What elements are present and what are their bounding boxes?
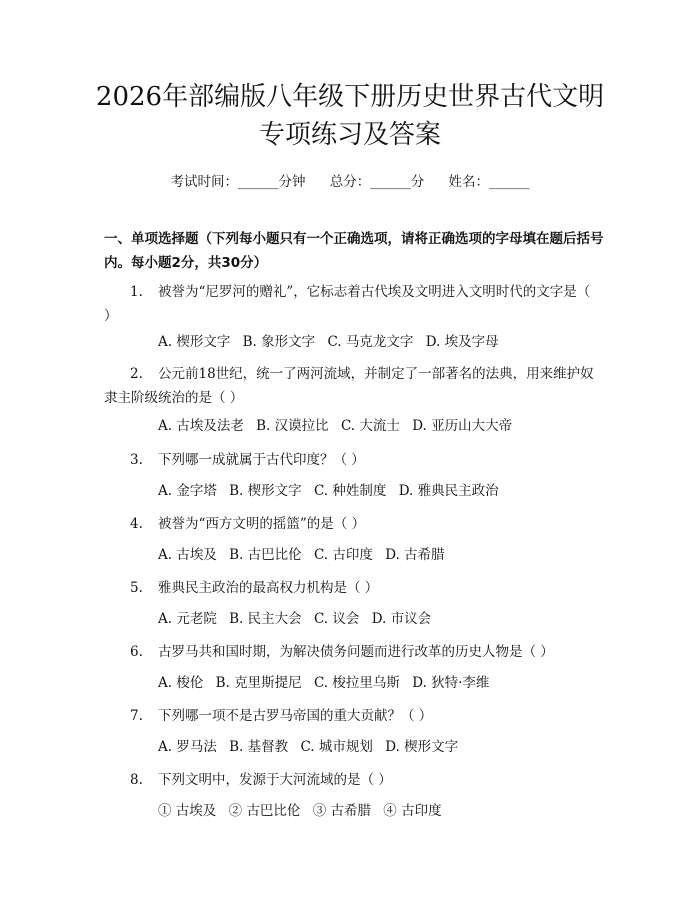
question-text: 公元前18世纪，统一了两河流域，并制定了一部著名的法典，用来维护奴隶主阶级统治的是（ ） bbox=[104, 366, 594, 406]
question-text: 下列哪一项不是古罗马帝国的重大贡献？（ ） bbox=[158, 708, 433, 724]
option: ① 古埃及 bbox=[158, 803, 217, 819]
question-number: 3. bbox=[130, 452, 143, 468]
option: D. 市议会 bbox=[371, 611, 432, 627]
option: B. 民主大会 bbox=[229, 611, 302, 627]
question-options bbox=[158, 545, 453, 565]
question-number: 8. bbox=[130, 772, 143, 788]
question-text: 古罗马共和国时期，为解决债务问题而进行改革的历史人物是（ ） bbox=[158, 644, 554, 660]
question-stem bbox=[104, 362, 600, 410]
option: C. 议会 bbox=[313, 611, 360, 627]
student-name-field: 姓名：______ bbox=[448, 174, 530, 190]
option: C. 大流士 bbox=[340, 418, 400, 434]
option: C. 城市规划 bbox=[300, 739, 373, 755]
question-options bbox=[158, 673, 497, 693]
question-options bbox=[158, 481, 507, 501]
option: B. 汉谟拉比 bbox=[256, 418, 329, 434]
question-stem bbox=[104, 704, 600, 728]
option: C. 古印度 bbox=[313, 547, 373, 563]
question-text: 被誉为“西方文明的摇篮”的是（ ） bbox=[158, 516, 366, 532]
option: A. 楔形文字 bbox=[158, 334, 231, 350]
option: A. 元老院 bbox=[158, 611, 217, 627]
question-stem bbox=[104, 280, 600, 328]
question-stem bbox=[104, 768, 600, 792]
question-stem bbox=[104, 576, 600, 600]
question-number: 1. bbox=[130, 284, 143, 300]
option: D. 楔形文字 bbox=[385, 739, 459, 755]
option: B. 基督教 bbox=[229, 739, 289, 755]
option: A. 古埃及法老 bbox=[158, 418, 244, 434]
question-text: 被誉为“尼罗河的赠礼”，它标志着古代埃及文明进入文明时代的文字是（ ） bbox=[104, 284, 591, 324]
question-options bbox=[158, 332, 507, 352]
question-number: 7. bbox=[130, 708, 143, 724]
question-number: 6. bbox=[130, 644, 143, 660]
option: B. 古巴比伦 bbox=[229, 547, 302, 563]
exam-info bbox=[0, 170, 700, 190]
option: A. 梭伦 bbox=[158, 675, 204, 691]
option: ② 古巴比伦 bbox=[228, 803, 301, 819]
option: B. 楔形文字 bbox=[229, 483, 302, 499]
question-options bbox=[158, 801, 450, 821]
question-stem bbox=[104, 512, 600, 536]
question-text: 下列哪一成就属于古代印度？（ ） bbox=[158, 452, 365, 468]
question-stem bbox=[104, 640, 600, 664]
option: A. 金字塔 bbox=[158, 483, 217, 499]
section-heading-single-choice: 一、单项选择题（下列每小题只有一个正确选项，请将正确选项的字母填在题后括号内。每小题2分，共30分） bbox=[104, 231, 604, 271]
question-text: 下列文明中，发源于大河流域的是（ ） bbox=[158, 772, 392, 788]
document-title-line2: 专项练习及答案 bbox=[258, 120, 441, 150]
document-title-line1: 2026年部编版八年级下册历史世界古代文明 bbox=[95, 82, 605, 112]
option: A. 古埃及 bbox=[158, 547, 217, 563]
option: A. 罗马法 bbox=[158, 739, 217, 755]
question-number: 2. bbox=[130, 366, 143, 382]
question-text: 雅典民主政治的最高权力机构是（ ） bbox=[158, 580, 379, 596]
option: B. 克里斯提尼 bbox=[215, 675, 302, 691]
question-stem bbox=[104, 448, 600, 472]
total-score-field: 总分：______分 bbox=[329, 174, 425, 190]
question-options bbox=[158, 416, 520, 436]
option: B. 象形文字 bbox=[242, 334, 316, 350]
question-number: 5. bbox=[130, 580, 143, 596]
option: C. 梭拉里乌斯 bbox=[313, 675, 400, 691]
option: D. 狄特·李维 bbox=[412, 675, 490, 691]
option: ④ 古印度 bbox=[383, 803, 442, 819]
option: D. 亚历山大大帝 bbox=[412, 418, 513, 434]
option: C. 马克龙文字 bbox=[327, 334, 414, 350]
question-options bbox=[158, 609, 439, 629]
option: D. 埃及字母 bbox=[425, 334, 499, 350]
option: D. 雅典民主政治 bbox=[398, 483, 499, 499]
exam-time-field: 考试时间：______分钟 bbox=[170, 174, 306, 190]
question-number: 4. bbox=[130, 516, 143, 532]
question-options bbox=[158, 737, 466, 757]
option: D. 古希腊 bbox=[385, 547, 445, 563]
option: C. 种姓制度 bbox=[313, 483, 387, 499]
option: ③ 古希腊 bbox=[312, 803, 371, 819]
